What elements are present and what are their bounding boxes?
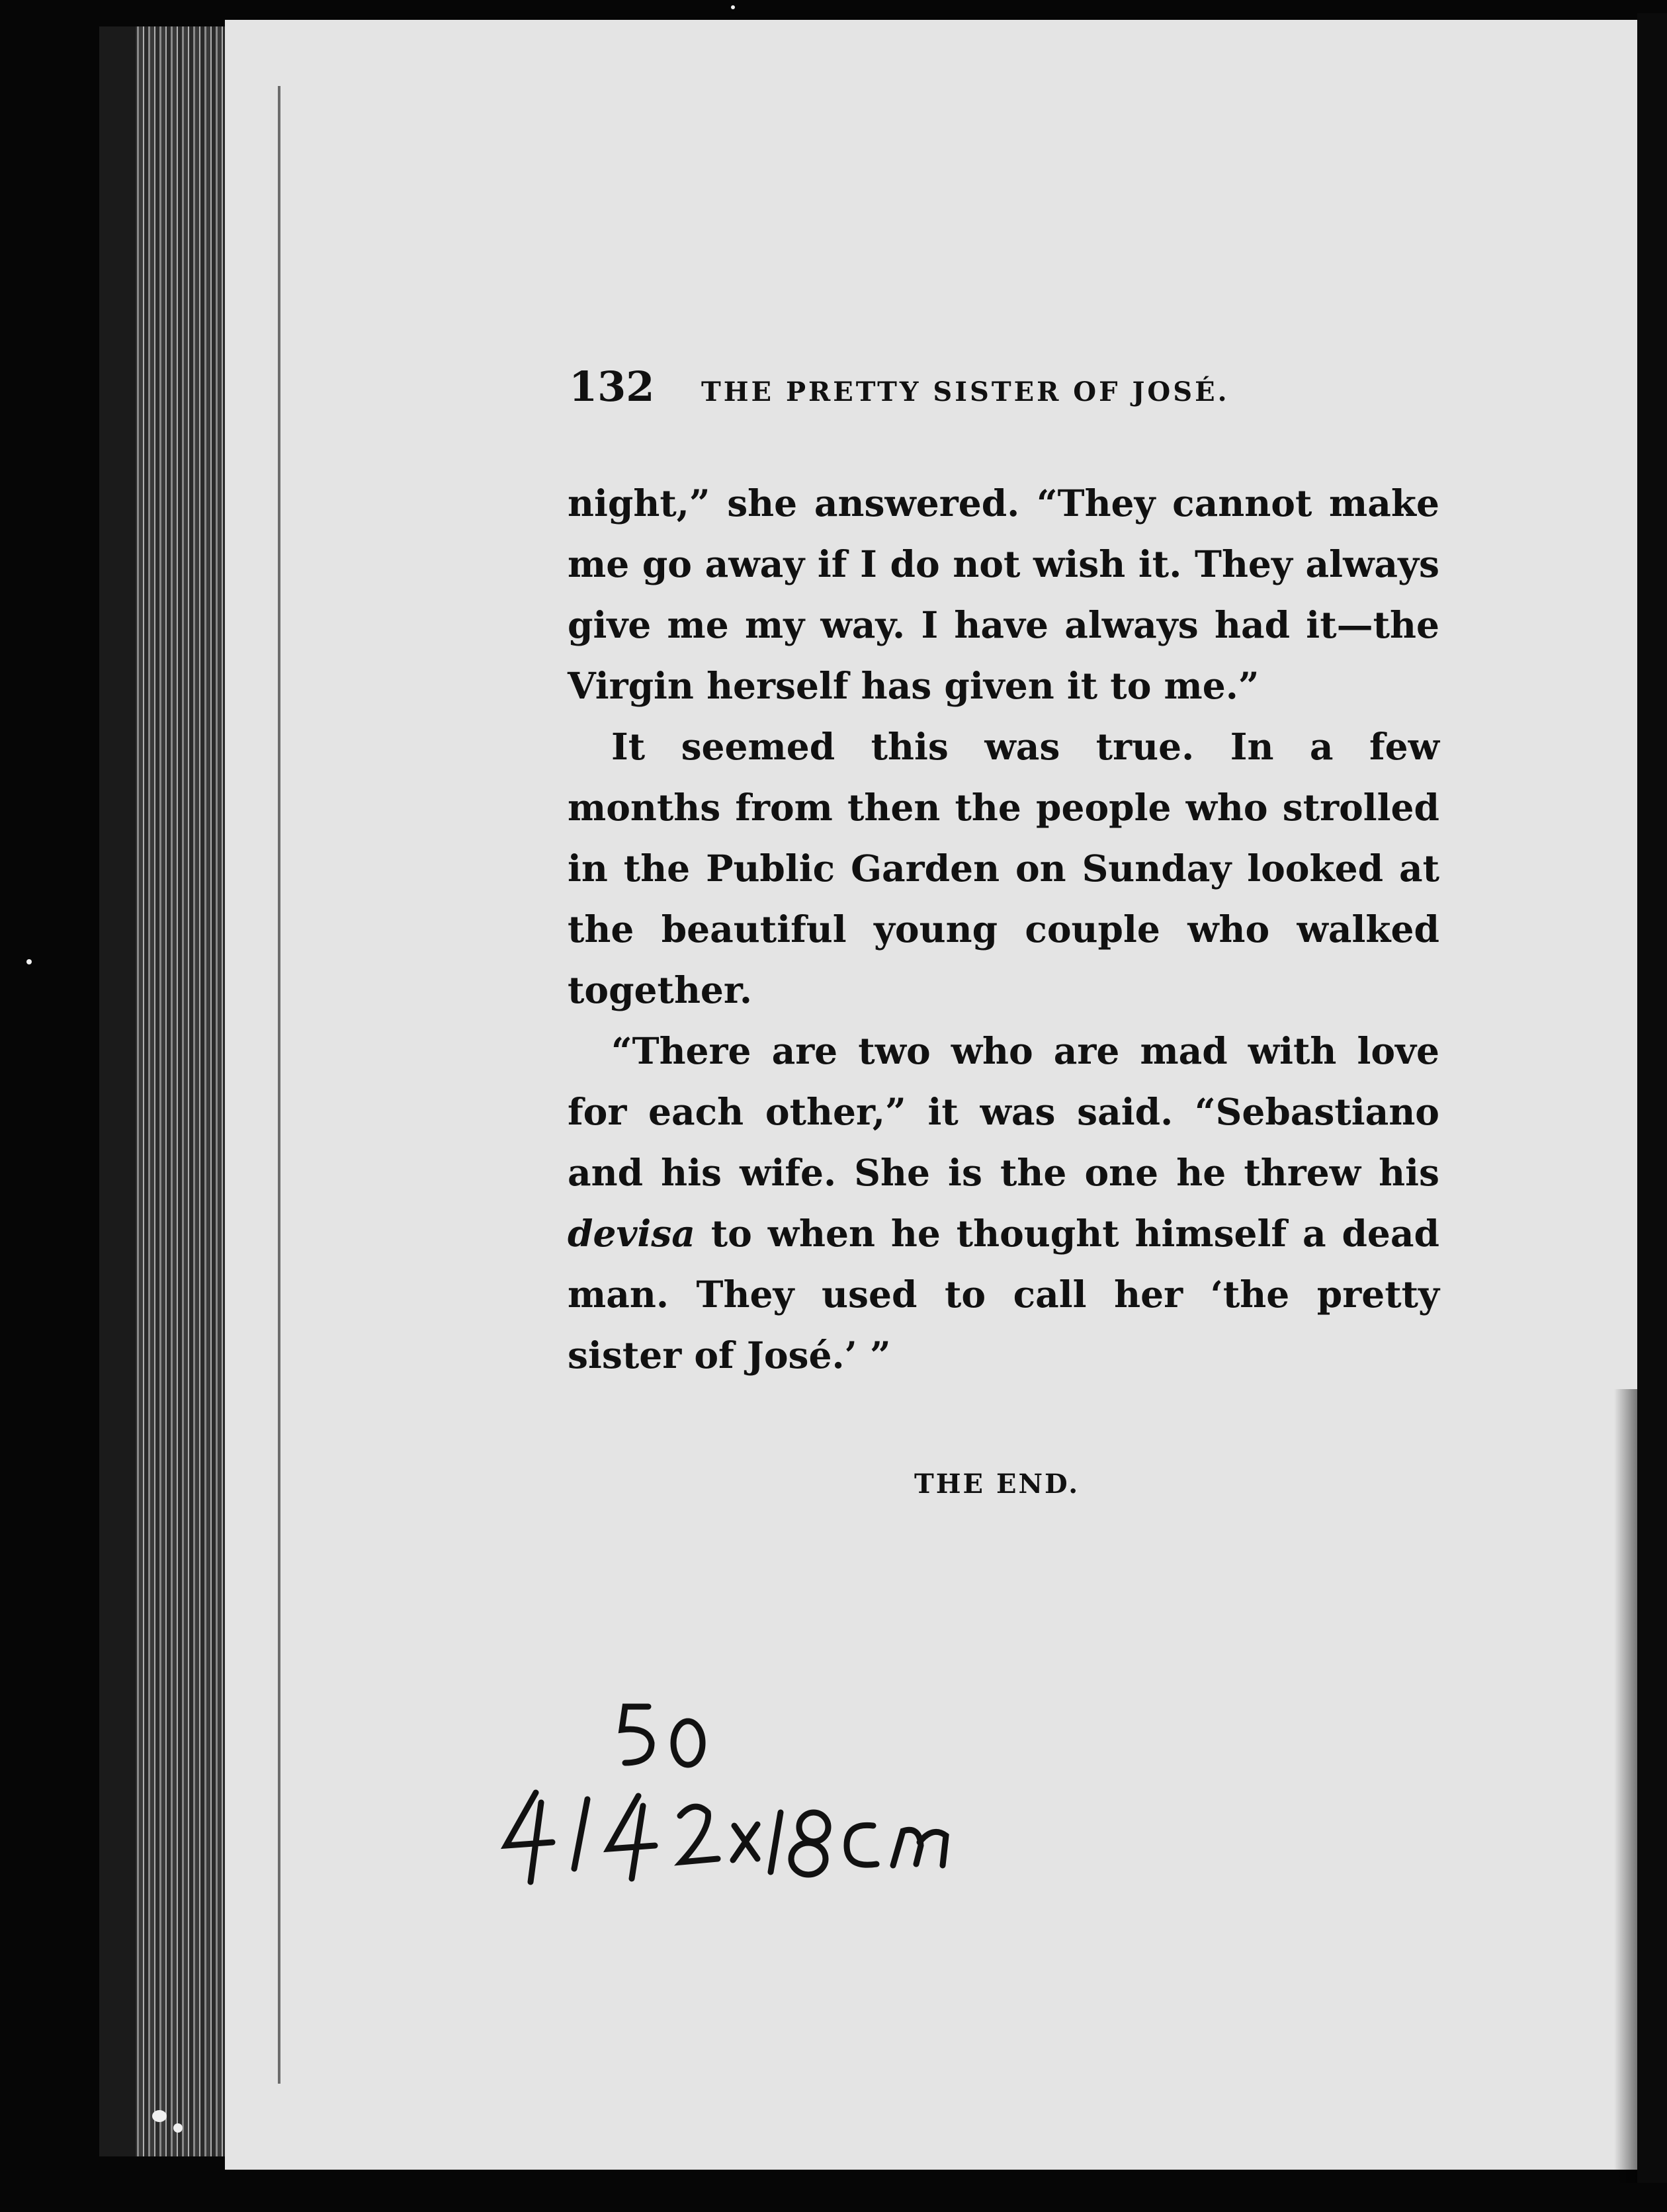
right-scan-border [1637,13,1667,2183]
dust-speck [26,959,32,964]
page-fold-line [278,86,280,2084]
right-edge-shadow [1614,1389,1641,2183]
page-number: 132 [569,362,655,411]
italic-word-devisa: devisa [568,1212,695,1255]
paragraph-3-part-2: to when he thought himself a dead man. They used to call her ‘the pretty sister of José.’ ” [568,1212,1439,1377]
paragraph-2: It seemed this was true. In a few months from then the people who strolled in the Public Garden on Sunday looked at the beautiful young couple who walked together. [568,725,1439,1011]
body-text [568,473,1439,1386]
book-cover-edge [99,26,136,2156]
paragraph-1: night,” she answered. “They cannot make me go away if I do not wish it. They always give me my way. I have always had it—the Virgin herself has given it to me.” [568,482,1439,707]
dust-speck [173,2123,183,2133]
running-head [569,362,1283,415]
handwritten-pencil-note [490,1680,1005,1892]
the-end-label: THE END. [914,1468,1080,1500]
paragraph-3-part-1: “There are two who are mad with love for each other,” it was said. “Sebastiano and his wife. She is the one he threw his [568,1029,1439,1194]
running-head-title: THE PRETTY SISTER OF JOSÉ. [701,376,1230,407]
dust-speck [731,5,735,9]
paragraph-3 [568,1021,1439,1386]
dust-speck [152,2110,167,2122]
